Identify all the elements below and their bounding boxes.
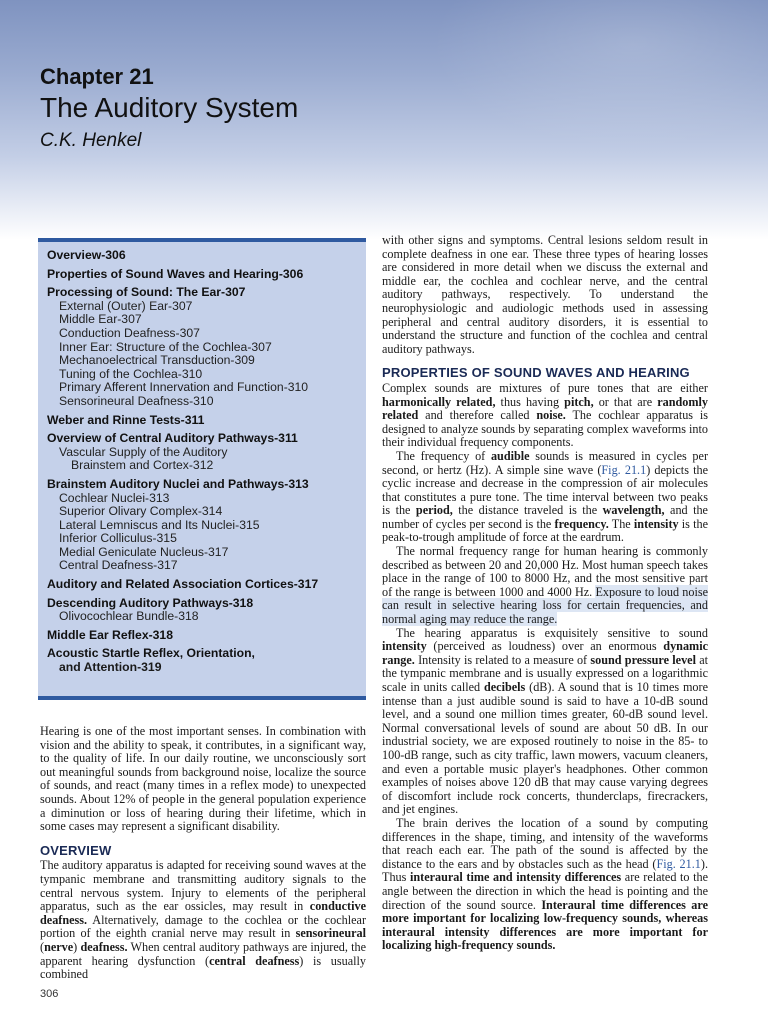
intro-paragraph: Hearing is one of the most important senses. In combination with vision and the ability to speak, it contributes, in a significant way, to the quality of life. In our daily routine, we unconsciously sort out meaningful sounds from background noise, localize the source of sounds, and react (many times in a reflex mode) to unexpected sounds. About 12% of people in the general population experience a diminution or loss of hearing during their lifetime, which in some cases may represent a significant disability. [40, 724, 366, 834]
toc-entry: and Attention-319 [59, 660, 162, 675]
toc-subentry: Central Deafness-317 [59, 558, 178, 573]
toc-entry: Properties of Sound Waves and Hearing-306 [47, 266, 304, 281]
toc-subentry: Vascular Supply of the Auditory [59, 444, 228, 459]
paragraph: The brain derives the location of a sound by computing differences in the shape, timing, and intensity of the waveforms that reach each ear. The path of the sound is affected by the distance to the ears and by obstacles such as the head (Fig. 21.1). Thus interaural time and intensity differences are related to the angle between the direction in which the head is pointing and the direction of the sound source. Interaural time differences are more important for localizing low-frequency sounds, whereas interaural intensity differences are more important for localizing high-frequency sounds. [382, 815, 709, 953]
toc-subentry: Brainstem and Cortex-312 [71, 458, 214, 473]
toc-subentry: Cochlear Nuclei-313 [59, 490, 170, 505]
right-column [382, 234, 708, 953]
chapter-number: Chapter 21 [40, 64, 154, 89]
paragraph: Complex sounds are mixtures of pure tones that are either harmonically related, thus having pitch, or that are randomly related and therefore called noise. The cochlear apparatus is designed to analyze sounds by separating complex waveforms into their individual frequency components. [382, 380, 709, 450]
toc-entry: Descending Auditory Pathways-318 [47, 595, 254, 610]
toc-subentry: Middle Ear-307 [59, 312, 142, 327]
paragraph: The hearing apparatus is exquisitely sensitive to sound intensity (perceived as loudness) over an enormous dynamic range. Intensity is related to a measure of sound pressure level at the tympanic membrane and is usually expressed on a logarithmic scale in units called decibels (dB). A sound that is 10 times more intense than a just audible sound is said to have a 10-dB sound level, and a sound one million times greater, 60-dB sound level. Normal conversational levels of sound are about 50 dB. In our industrial society, we are exposed routinely to noise in the 85- to 100-dB range, such as city traffic, lawn mowers, vacuum cleaners, and even a portable music player's headphones. Other common examples of noises above 120 dB that may cause varying degrees of discomfort include rock concerts, thunderclaps, firecrackers, and jet engines. [382, 625, 709, 817]
toc-subentry: Primary Afferent Innervation and Function-310 [59, 380, 309, 395]
toc-subentry: External (Outer) Ear-307 [59, 298, 193, 313]
toc-entry: Weber and Rinne Tests-311 [47, 412, 205, 427]
toc-subentry: Superior Olivary Complex-314 [59, 504, 223, 519]
toc-subentry: Olivocochlear Bundle-318 [59, 609, 199, 624]
chapter-title: The Auditory System [40, 92, 299, 123]
page-number: 306 [40, 988, 59, 1000]
highlighted-text: Exposure to loud noise can result in selective hearing loss for certain frequencies, and normal aging may reduce the range. [382, 584, 709, 627]
figure-reference-link[interactable]: Fig. 21.1 [601, 462, 647, 477]
chapter-author: C.K. Henkel [40, 130, 142, 151]
paragraph: The frequency of audible sounds is measured in cycles per second, or hertz (Hz). A simple sine wave (Fig. 21.1) depicts the cyclic increase and decrease in the compression of air molecules that constitutes a pure tone. The time interval between two peaks is the period, the distance traveled is the wavelength, and the number of cycles per second is the frequency. The intensity is the peak-to-trough amplitude of force at the eardrum. [382, 448, 708, 545]
chapter-outline-box [38, 238, 366, 700]
toc-subentry: Tuning of the Cochlea-310 [59, 366, 203, 381]
toc-entry: Overview-306 [47, 248, 126, 262]
toc-subentry: Inner Ear: Structure of the Cochlea-307 [59, 339, 272, 354]
figure-reference-link[interactable]: Fig. 21.1 [656, 856, 701, 871]
toc-entry: Processing of Sound: The Ear-307 [47, 285, 246, 300]
overview-paragraph: The auditory apparatus is adapted for receiving sound waves at the tympanic membrane and transmitting auditory signals to the central nervous system. Injury to elements of the peripheral apparatus, such as the ear ossicles, may result in conductive deafness. Alternatively, damage to the cochlea or the cochlear portion of the eighth cranial nerve may result in sensorineural (nerve) deafness. When central auditory pathways are injured, the apparent hearing dysfunction (central deafness) is usually combined [40, 858, 367, 982]
continued-paragraph: with other signs and symptoms. Central lesions seldom result in complete deafness in one ear. These three types of hearing losses are considered in more detail when we discuss the external and middle ear, the cochlea and cochlear nerve, and the central auditory pathways, respectively. To understand the neurophysiologic and audiologic methods used in assessing peripheral and central auditory disorders, it is essential to understand the structure and function of the cochlea and central auditory pathways. [382, 233, 708, 356]
toc-subentry: Sensorineural Deafness-310 [59, 393, 214, 408]
toc-entry: Overview of Central Auditory Pathways-311 [47, 431, 298, 446]
toc-entry: Brainstem Auditory Nuclei and Pathways-313 [47, 476, 309, 491]
paragraph: The normal frequency range for human hearing is commonly described as between 20 and 20,000 Hz. Most human speech takes place in the range of 100 to 8000 Hz, and the most sensitive part of the range is between 1000 and 4000 Hz. Exposure to loud noise can result in selective hearing loss for certain frequencies, and normal aging may reduce the range. [382, 544, 709, 627]
left-column [40, 725, 366, 982]
toc-subentry: Medial Geniculate Nucleus-317 [59, 544, 229, 559]
toc-entry: Acoustic Startle Reflex, Orientation, [47, 646, 255, 661]
toc-entry: Auditory and Related Association Cortices-317 [47, 577, 319, 592]
toc-subentry: Conduction Deafness-307 [59, 325, 200, 340]
toc-entry: Middle Ear Reflex-318 [47, 627, 173, 642]
toc-subentry: Lateral Lemniscus and Its Nuclei-315 [59, 517, 260, 532]
section-title-properties: PROPERTIES OF SOUND WAVES AND HEARING [382, 365, 690, 381]
toc-subentry: Mechanoelectrical Transduction-309 [59, 353, 255, 368]
toc-subentry: Inferior Colliculus-315 [59, 531, 177, 546]
section-title-overview: OVERVIEW [40, 842, 112, 858]
